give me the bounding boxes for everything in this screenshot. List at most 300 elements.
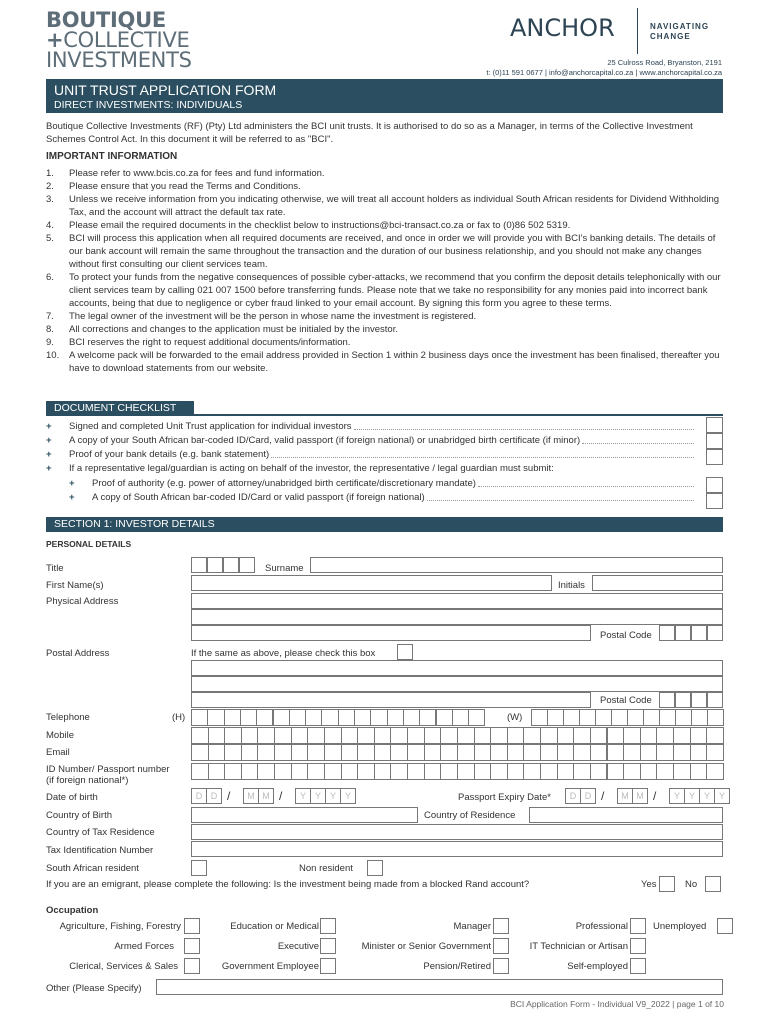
dob-digit[interactable]: M	[243, 788, 259, 804]
id-number-char[interactable]	[640, 763, 658, 780]
dob-digit[interactable]: Y	[295, 788, 311, 804]
occ-professional-label: Professional	[575, 921, 628, 932]
email-char[interactable]	[490, 744, 508, 761]
telephone-home-char[interactable]	[387, 709, 404, 726]
postal-postal-code-4[interactable]	[707, 692, 723, 708]
first-names-label: First Name(s)	[46, 580, 104, 591]
mobile-char[interactable]	[424, 727, 442, 744]
email-char[interactable]	[590, 744, 608, 761]
dotted-leader	[478, 477, 694, 487]
important-item	[46, 180, 723, 193]
id-number-char[interactable]	[241, 763, 259, 780]
date-separator: /	[601, 789, 605, 803]
mobile-char[interactable]	[341, 727, 359, 744]
email-char[interactable]	[208, 744, 226, 761]
mobile-char[interactable]	[457, 727, 475, 744]
form-title: UNIT TRUST APPLICATION FORM	[54, 82, 277, 98]
telephone-work-char[interactable]	[595, 709, 612, 726]
telephone-work-char[interactable]	[547, 709, 564, 726]
occ-professional-checkbox[interactable]	[630, 918, 646, 934]
title-char-2[interactable]	[207, 557, 223, 573]
occ-minister-checkbox[interactable]	[493, 938, 509, 954]
email-char[interactable]	[673, 744, 691, 761]
item-number: 8.	[46, 324, 54, 335]
occ-government-checkbox[interactable]	[320, 958, 336, 974]
email-char[interactable]	[424, 744, 442, 761]
checklist-item: Signed and completed Unit Trust application for individual investors	[69, 421, 352, 432]
mobile-char[interactable]	[257, 727, 275, 744]
plus-icon: +	[46, 435, 52, 446]
telephone-home-char[interactable]	[256, 709, 273, 726]
telephone-home-char[interactable]	[452, 709, 469, 726]
checklist-heading: DOCUMENT CHECKLIST	[46, 401, 194, 416]
physical-address-line1[interactable]	[191, 593, 723, 609]
bci-logo-line3: INVESTMENTS	[46, 48, 192, 72]
important-item	[46, 219, 723, 232]
email-char[interactable]	[407, 744, 425, 761]
surname-field[interactable]	[310, 557, 723, 573]
id-number-char[interactable]	[673, 763, 691, 780]
item-number: 9.	[46, 337, 54, 348]
mobile-char[interactable]	[557, 727, 575, 744]
email-char[interactable]	[523, 744, 541, 761]
item-number: 1.	[46, 168, 54, 179]
mobile-label: Mobile	[46, 730, 74, 741]
item-number: 7.	[46, 311, 54, 322]
title-char-1[interactable]	[191, 557, 207, 573]
telephone-home-char[interactable]	[224, 709, 241, 726]
form-title-bar	[46, 79, 723, 113]
plus-icon: +	[46, 421, 52, 432]
telephone-home-char[interactable]	[419, 709, 436, 726]
telephone-work-char[interactable]	[563, 709, 580, 726]
telephone-home-char[interactable]	[338, 709, 355, 726]
telephone-home-char[interactable]	[321, 709, 338, 726]
title-char-4[interactable]	[239, 557, 255, 573]
email-char[interactable]	[191, 744, 209, 761]
id-number-char[interactable]	[390, 763, 408, 780]
occ-it-technician-label: IT Technician or Artisan	[529, 941, 628, 952]
same-as-above-checkbox[interactable]	[397, 644, 413, 660]
id-number-label: ID Number/ Passport number	[46, 764, 170, 775]
page-footer: BCI Application Form - Individual V9_2022 | page 1 of 10	[510, 999, 724, 1009]
id-number-char[interactable]	[324, 763, 342, 780]
postal-address-label: Postal Address	[46, 648, 110, 659]
date-separator: /	[279, 789, 283, 803]
bci-logo-line2: +COLLECTIVE	[46, 28, 190, 52]
first-names-field[interactable]	[191, 575, 552, 591]
initials-field[interactable]	[592, 575, 723, 591]
important-item	[46, 167, 723, 180]
id-number-char[interactable]	[690, 763, 708, 780]
id-number-char[interactable]	[523, 763, 541, 780]
id-number-char[interactable]	[291, 763, 309, 780]
item-text: A welcome pack will be forwarded to the email address provided in Section 1 within 2 business days once the investment has been finalised, thereafter you have to download statements from our website.	[69, 350, 720, 374]
passport-expiry-digit[interactable]: Y	[669, 788, 685, 804]
email-char[interactable]	[440, 744, 458, 761]
important-item	[46, 232, 723, 271]
id-number-char[interactable]	[457, 763, 475, 780]
physical-postal-code-3[interactable]	[691, 625, 707, 641]
dotted-leader	[271, 448, 694, 458]
postal-address-line2[interactable]	[191, 676, 723, 692]
address-line2: t: (0)11 591 0677 | info@anchorcapital.co.za | www.anchorcapital.co.za	[486, 68, 722, 77]
email-char[interactable]	[324, 744, 342, 761]
email-char[interactable]	[507, 744, 525, 761]
id-number-char[interactable]	[607, 763, 625, 780]
passport-expiry-digit[interactable]: Y	[699, 788, 715, 804]
id-number-char[interactable]	[474, 763, 492, 780]
item-number: 4.	[46, 220, 54, 231]
dob-digit[interactable]: M	[258, 788, 274, 804]
sa-resident-checkbox[interactable]	[191, 860, 207, 876]
email-char[interactable]	[690, 744, 708, 761]
occ-armed-forces-checkbox[interactable]	[184, 938, 200, 954]
item-text: Please refer to www.bcis.co.za for fees and fund information.	[69, 168, 325, 179]
initials-label: Initials	[558, 580, 585, 591]
id-number-char[interactable]	[257, 763, 275, 780]
form-subtitle: DIRECT INVESTMENTS: INDIVIDUALS	[54, 99, 243, 111]
occ-unemployed-checkbox[interactable]	[717, 918, 733, 934]
checklist-item: Proof of your bank details (e.g. bank statement)	[69, 449, 270, 460]
mobile-char[interactable]	[440, 727, 458, 744]
mobile-char[interactable]	[573, 727, 591, 744]
item-number: 2.	[46, 181, 54, 192]
telephone-home-char[interactable]	[354, 709, 371, 726]
intro-paragraph: Boutique Collective Investments (RF) (Pty) Ltd administers the BCI unit trusts. It is authorised to do so as a Manager, in terms of the Collective Investment Schemes Control Act. In this document it will be referred to as "BCI".	[46, 121, 693, 145]
email-label: Email	[46, 747, 70, 758]
email-char[interactable]	[224, 744, 242, 761]
occ-minister-label: Minister or Senior Government	[361, 941, 491, 952]
section1-heading: SECTION 1: INVESTOR DETAILS	[46, 517, 723, 532]
id-number-char[interactable]	[224, 763, 242, 780]
item-number: 3.	[46, 194, 54, 205]
id-number-char[interactable]	[208, 763, 226, 780]
telephone-work-char[interactable]	[707, 709, 724, 726]
occ-executive-checkbox[interactable]	[320, 938, 336, 954]
important-item	[46, 323, 723, 336]
sa-resident-label: South African resident	[46, 863, 139, 874]
physical-postal-code-1[interactable]	[659, 625, 675, 641]
email-char[interactable]	[291, 744, 309, 761]
postal-address-line1[interactable]	[191, 660, 723, 676]
checklist-checkbox-3[interactable]	[706, 449, 723, 465]
id-number-char[interactable]	[407, 763, 425, 780]
telephone-home-char[interactable]	[289, 709, 306, 726]
item-number: 5.	[46, 233, 54, 244]
mobile-char[interactable]	[656, 727, 674, 744]
postal-postal-code-3[interactable]	[691, 692, 707, 708]
id-number-char[interactable]	[374, 763, 392, 780]
date-separator: /	[653, 789, 657, 803]
id-number-char[interactable]	[424, 763, 442, 780]
occ-clerical-label: Clerical, Services & Sales	[69, 961, 178, 972]
item-text: BCI will process this application when all required documents are received, and once in order we will provide you with BCI's banking details. The details of our bank account will remain the same throughout the transaction and the duration of our business relationship, and you should not make any changes without first consulting our client services team.	[69, 233, 716, 270]
id-number-char[interactable]	[557, 763, 575, 780]
passport-expiry-digit[interactable]: Y	[684, 788, 700, 804]
bci-logo	[46, 10, 192, 70]
telephone-work-char[interactable]	[611, 709, 628, 726]
same-as-above-label: If the same as above, please check this box	[191, 648, 376, 659]
mobile-char[interactable]	[590, 727, 608, 744]
dotted-leader	[427, 491, 694, 501]
important-item	[46, 310, 723, 323]
mobile-char[interactable]	[507, 727, 525, 744]
telephone-work-char[interactable]	[691, 709, 708, 726]
id-number-char[interactable]	[357, 763, 375, 780]
email-char[interactable]	[241, 744, 259, 761]
mobile-char[interactable]	[640, 727, 658, 744]
email-char[interactable]	[623, 744, 641, 761]
dob-digit[interactable]: Y	[310, 788, 326, 804]
email-char[interactable]	[573, 744, 591, 761]
telephone-home-char[interactable]	[191, 709, 208, 726]
plus-icon: +	[69, 478, 75, 489]
item-text: Please ensure that you read the Terms and Conditions.	[69, 181, 301, 192]
mobile-char[interactable]	[324, 727, 342, 744]
occ-unemployed-label: Unemployed	[653, 921, 707, 932]
country-residence-field[interactable]	[529, 807, 723, 823]
important-item	[46, 271, 723, 310]
plus-icon: +	[69, 492, 75, 503]
item-text: BCI reserves the right to request additional documents/information.	[69, 337, 351, 348]
mobile-char[interactable]	[224, 727, 242, 744]
other-field[interactable]	[156, 979, 723, 995]
item-number: 10.	[46, 350, 60, 361]
dob-digit[interactable]: Y	[340, 788, 356, 804]
email-char[interactable]	[341, 744, 359, 761]
checklist-rule	[46, 414, 723, 416]
dob-label: Date of birth	[46, 792, 98, 803]
id-number-char[interactable]	[490, 763, 508, 780]
telephone-home-char[interactable]	[240, 709, 257, 726]
physical-address-label: Physical Address	[46, 596, 119, 607]
postal-postal-code-2[interactable]	[675, 692, 691, 708]
occ-pension-checkbox[interactable]	[493, 958, 509, 974]
important-heading: IMPORTANT INFORMATION	[46, 151, 178, 162]
item-text: Please email the required documents in the checklist below to instructions@bci-transact.co.za or fax to (0)86 502 5319.	[69, 220, 571, 231]
telephone-home-char[interactable]	[468, 709, 485, 726]
emigrant-question: If you are an emigrant, please complete the following: Is the investment being made from a blocked Rand account?	[46, 879, 530, 890]
physical-postal-code-2[interactable]	[675, 625, 691, 641]
occ-it-technician-checkbox[interactable]	[630, 938, 646, 954]
id-number-char[interactable]	[191, 763, 209, 780]
country-tax-field[interactable]	[191, 824, 723, 840]
occ-self-employed-checkbox[interactable]	[630, 958, 646, 974]
mobile-char[interactable]	[607, 727, 625, 744]
telephone-work-char[interactable]	[627, 709, 644, 726]
mobile-char[interactable]	[407, 727, 425, 744]
no-checkbox[interactable]	[705, 876, 721, 892]
telephone-home-label: (H)	[172, 712, 186, 723]
physical-postal-code-label: Postal Code	[600, 630, 652, 641]
id-number-char[interactable]	[590, 763, 608, 780]
dob-digit[interactable]: Y	[325, 788, 341, 804]
important-item	[46, 349, 723, 375]
yes-checkbox[interactable]	[659, 876, 675, 892]
email-char[interactable]	[257, 744, 275, 761]
checklist-item: Proof of authority (e.g. power of attorney/unabridged birth certificate/discretionary mandate)	[92, 478, 476, 489]
telephone-home-char[interactable]	[305, 709, 322, 726]
checklist-item: A copy of your South African bar-coded ID/Card, valid passport (if foreign national) or unabridged birth certificate (if minor)	[69, 435, 581, 446]
title-char-3[interactable]	[223, 557, 239, 573]
tagline-line1: NAVIGATING	[650, 22, 710, 31]
email-char[interactable]	[607, 744, 625, 761]
mobile-char[interactable]	[291, 727, 309, 744]
telephone-home-char[interactable]	[436, 709, 453, 726]
email-char[interactable]	[274, 744, 292, 761]
email-char[interactable]	[474, 744, 492, 761]
email-char[interactable]	[656, 744, 674, 761]
occ-agriculture-checkbox[interactable]	[184, 918, 200, 934]
passport-expiry-digit[interactable]: Y	[714, 788, 730, 804]
item-text: To protect your funds from the negative consequences of possible cyber-attacks, we recommend that you confirm the deposit details telephonically with our client services team by calling 021 007 1500 before transferring funds. Please note that we take no responsibility for any monies paid into incorrect bank accounts, being that due to negligence or cyber fraud linked to your email account. By signing this form you agree to these terms.	[69, 272, 721, 309]
mobile-char[interactable]	[540, 727, 558, 744]
telephone-work-char[interactable]	[531, 709, 548, 726]
item-text: All corrections and changes to the application must be initialed by the investor.	[69, 324, 398, 335]
passport-expiry-digit[interactable]: D	[565, 788, 581, 804]
checklist-checkbox-1[interactable]	[706, 417, 723, 433]
postal-postal-code-label: Postal Code	[600, 695, 652, 706]
mobile-char[interactable]	[357, 727, 375, 744]
telephone-work-label: (W)	[507, 712, 523, 723]
postal-postal-code-1[interactable]	[659, 692, 675, 708]
id-number-char[interactable]	[440, 763, 458, 780]
physical-address-line3[interactable]	[191, 625, 591, 641]
title-label: Title	[46, 563, 64, 574]
id-number-char[interactable]	[623, 763, 641, 780]
mobile-char[interactable]	[241, 727, 259, 744]
plus-icon: +	[46, 463, 52, 474]
email-char[interactable]	[557, 744, 575, 761]
telephone-home-char[interactable]	[207, 709, 224, 726]
personal-details-heading: PERSONAL DETAILS	[46, 539, 132, 549]
tagline-line2: CHANGE	[650, 32, 691, 41]
yes-label: Yes	[641, 879, 657, 890]
important-list	[46, 167, 723, 375]
id-number-char[interactable]	[507, 763, 525, 780]
tax-number-field[interactable]	[191, 841, 723, 857]
dob-digit[interactable]: D	[206, 788, 222, 804]
non-resident-checkbox[interactable]	[367, 860, 383, 876]
email-char[interactable]	[374, 744, 392, 761]
id-number-char[interactable]	[274, 763, 292, 780]
email-char[interactable]	[706, 744, 724, 761]
id-number-char[interactable]	[341, 763, 359, 780]
occ-agriculture-label: Agriculture, Fishing, Forestry	[59, 921, 181, 932]
mobile-char[interactable]	[374, 727, 392, 744]
telephone-work-char[interactable]	[675, 709, 692, 726]
surname-label: Surname	[265, 563, 304, 574]
item-number: 6.	[46, 272, 54, 283]
occ-manager-label: Manager	[453, 921, 491, 932]
email-char[interactable]	[540, 744, 558, 761]
checklist-checkbox-4[interactable]	[706, 477, 723, 493]
id-number-char[interactable]	[540, 763, 558, 780]
id-number-char[interactable]	[656, 763, 674, 780]
mobile-char[interactable]	[474, 727, 492, 744]
occ-clerical-checkbox[interactable]	[184, 958, 200, 974]
item-text: Unless we receive information from you indicating otherwise, we will treat all account holders as individual South African residents for Dividend Withholding Tax, and the account will attract the default tax rate.	[69, 194, 720, 218]
occ-education-checkbox[interactable]	[320, 918, 336, 934]
occ-education-label: Education or Medical	[230, 921, 319, 932]
physical-address-line2[interactable]	[191, 609, 723, 625]
bci-logo-line1: BOUTIQUE	[46, 8, 166, 32]
occ-pension-label: Pension/Retired	[423, 961, 491, 972]
important-item	[46, 193, 723, 219]
checklist-item: If a representative legal/guardian is acting on behalf of the investor, the representative / legal guardian must submit:	[69, 463, 554, 474]
occ-self-employed-label: Self-employed	[567, 961, 628, 972]
id-number-char[interactable]	[307, 763, 325, 780]
mobile-char[interactable]	[191, 727, 209, 744]
telephone-label: Telephone	[46, 712, 90, 723]
dob-digit[interactable]: D	[191, 788, 207, 804]
id-number-char[interactable]	[706, 763, 724, 780]
id-number-char[interactable]	[573, 763, 591, 780]
postal-address-line3[interactable]	[191, 692, 591, 708]
occ-executive-label: Executive	[277, 941, 319, 952]
email-char[interactable]	[457, 744, 475, 761]
email-char[interactable]	[390, 744, 408, 761]
mobile-char[interactable]	[390, 727, 408, 744]
occ-manager-checkbox[interactable]	[493, 918, 509, 934]
other-label: Other (Please Specify)	[46, 983, 142, 994]
tax-number-label: Tax Identification Number	[46, 845, 154, 856]
occ-armed-forces-label: Armed Forces	[114, 941, 174, 952]
mobile-char[interactable]	[208, 727, 226, 744]
date-separator: /	[227, 789, 231, 803]
passport-expiry-digit[interactable]: M	[617, 788, 633, 804]
no-label: No	[685, 879, 698, 890]
mobile-char[interactable]	[490, 727, 508, 744]
mobile-char[interactable]	[307, 727, 325, 744]
mobile-char[interactable]	[673, 727, 691, 744]
telephone-work-char[interactable]	[659, 709, 676, 726]
address-line1: 25 Culross Road, Bryanston, 2191	[607, 58, 722, 67]
telephone-work-char[interactable]	[643, 709, 660, 726]
dotted-leader	[582, 434, 694, 444]
logo-divider	[637, 8, 638, 54]
checklist-item: A copy of South African bar-coded ID/Card or valid passport (if foreign national)	[92, 492, 425, 503]
country-tax-label: Country of Tax Residence	[46, 827, 155, 838]
passport-expiry-label: Passport Expiry Date*	[458, 792, 551, 803]
mobile-char[interactable]	[623, 727, 641, 744]
country-birth-field[interactable]	[191, 807, 418, 823]
anchor-tagline	[650, 22, 709, 42]
mobile-char[interactable]	[274, 727, 292, 744]
telephone-home-char[interactable]	[370, 709, 387, 726]
physical-postal-code-4[interactable]	[707, 625, 723, 641]
passport-expiry-digit[interactable]: M	[632, 788, 648, 804]
bci-logo-collective: COLLECTIVE	[63, 28, 190, 52]
non-resident-label: Non resident	[299, 863, 353, 874]
important-item	[46, 336, 723, 349]
telephone-home-char[interactable]	[273, 709, 290, 726]
checklist-checkbox-5[interactable]	[706, 493, 723, 509]
telephone-work-char[interactable]	[579, 709, 596, 726]
country-birth-label: Country of Birth	[46, 810, 112, 821]
passport-expiry-digit[interactable]: D	[580, 788, 596, 804]
occupation-heading: Occupation	[46, 905, 99, 916]
mobile-char[interactable]	[706, 727, 724, 744]
mobile-char[interactable]	[523, 727, 541, 744]
email-char[interactable]	[640, 744, 658, 761]
email-char[interactable]	[307, 744, 325, 761]
telephone-home-char[interactable]	[403, 709, 420, 726]
mobile-char[interactable]	[690, 727, 708, 744]
email-char[interactable]	[357, 744, 375, 761]
checklist-checkbox-2[interactable]	[706, 433, 723, 449]
